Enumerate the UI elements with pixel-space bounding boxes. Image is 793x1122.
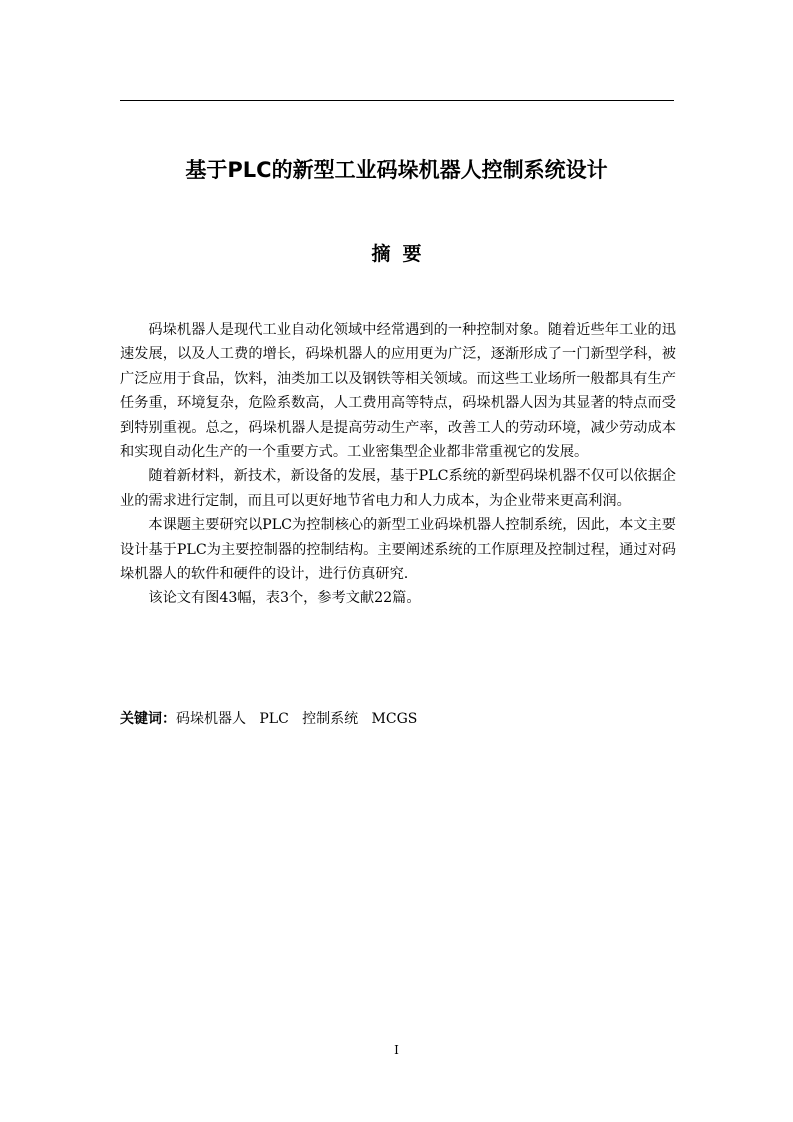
keywords-label: 关键词： bbox=[120, 711, 176, 727]
abstract-paragraph-1: 码垛机器人是现代工业自动化领域中经常遇到的一种控制对象。随着近些年工业的迅速发展，以及人工费的增长，码垛机器人的应用更为广泛，逐渐形成了一门新型学科，被广泛应用于食品，饮料，油类加工以及钢铁等相关领域。而这些工业场所一般都具有生产任务重，环境复杂，危险系数高，人工费用高等特点，码垛机器人因为其显著的特点而受到特别重视。总之，码垛机器人是提高劳动生产率，改善工人的劳动环境，减少劳动成本和实现自动化生产的一个重要方式。工业密集型企业都非常重视它的发展。 bbox=[120, 322, 676, 461]
abstract-body bbox=[120, 318, 676, 611]
keyword: 码垛机器人 bbox=[176, 711, 246, 727]
keywords-line bbox=[120, 707, 676, 731]
header-rule bbox=[120, 100, 674, 101]
abstract-paragraph-2: 随着新材料，新技术，新设备的发展，基于PLC系统的新型码垛机器不仅可以依据企业的需求进行定制，而且可以更好地节省电力和人力成本，为企业带来更高利润。 bbox=[120, 468, 676, 509]
document-title: 基于PLC的新型工业码垛机器人控制系统设计 bbox=[185, 158, 608, 182]
abstract-paragraph-3: 本课题主要研究以PLC为控制核心的新型工业码垛机器人控制系统，因此，本文主要设计基于PLC为主要控制器的控制结构。主要阐述系统的工作原理及控制过程，通过对码垛机器人的软件和硬件的设计，进行仿真研究. bbox=[120, 517, 676, 583]
keyword: MCGS bbox=[371, 711, 418, 727]
keyword: 控制系统 bbox=[302, 711, 359, 727]
keyword: PLC bbox=[259, 711, 289, 727]
abstract-heading: 摘要 bbox=[371, 243, 434, 265]
page-number: I bbox=[394, 1043, 399, 1057]
abstract-paragraph-4: 该论文有图43幅，表3个，参考文献22篇。 bbox=[148, 590, 421, 607]
